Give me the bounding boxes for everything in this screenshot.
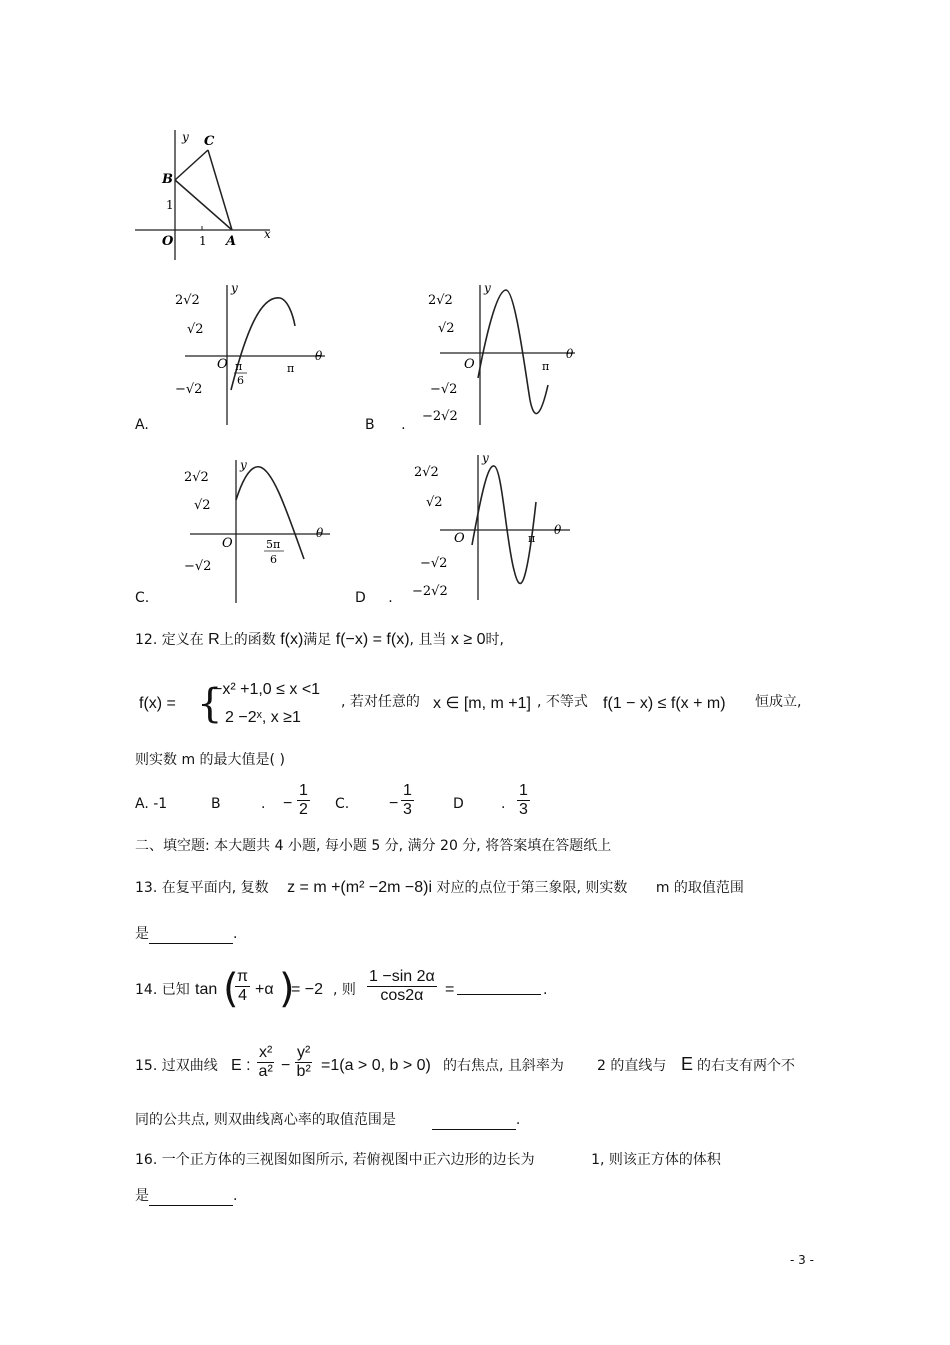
graph-d-yneg: −√2 [420,556,448,571]
graph-d-theta: θ [554,523,562,537]
y-tick-label: 1 [166,198,174,212]
q13-answer-blank[interactable] [149,929,233,944]
q13-line1 [135,878,744,898]
q14-four: 4 [238,987,247,1004]
q12-case2: 2 −2ˣ, x ≥1 [225,709,301,726]
graph-b-origin: O [464,357,475,372]
q12-def-f: f(x) = [139,695,176,712]
point-c-label: C [204,134,215,149]
q12-option-c-fraction [401,782,414,819]
q14-lparen: ( [223,966,239,1012]
graph-a-ymax: 2√2 [175,293,200,308]
option-b-label: B [365,417,375,433]
q14-tan: tan [195,981,218,998]
graph-b-xend: π [542,360,550,373]
graph-c-theta: θ [316,526,324,540]
graph-c-ymax: 2√2 [184,470,209,485]
graph-b-ymid: √2 [438,321,455,336]
q15-minus: − [281,1057,291,1074]
q15-end: . [515,1112,521,1128]
q12-option-d-label: D [453,796,464,812]
graph-c-ymid: √2 [194,498,211,513]
q14-denominator: cos2α [380,987,424,1004]
origin-label: O [162,234,174,249]
q12-text-b: 上的函数 [219,632,276,648]
graph-d-origin: O [454,531,465,546]
q16-line1 [135,1150,721,1170]
point-b-label: B [162,172,173,187]
q12-even-condition: f(−x) = f(x) [335,631,410,648]
option-c-label: C. [135,590,150,606]
section2-heading: 二、填空题: 本大题共 4 小题, 每小题 5 分, 满分 20 分, 将答案填在答题纸上 [135,838,612,854]
q14-answer-blank[interactable] [457,980,541,995]
q14-text-b: , 则 [333,982,356,998]
q12-brace: { [197,681,223,727]
q12-option-b-dot: . [261,796,266,812]
q16-text-a: 16. 一个正方体的三视图如图所示, 若俯视图中正六边形的边长为 [135,1152,535,1168]
q12-line1 [135,630,504,650]
option-b-dot: . [401,417,406,433]
q15-answer-blank[interactable] [432,1115,516,1130]
q14-fraction [367,968,437,1005]
q12-option-b-neg: − [283,795,293,812]
graph-b-yaxis: y [484,281,491,295]
graph-d-yneg2: −2√2 [412,584,448,599]
x-tick-label: 1 [199,234,207,248]
q14-pi-fraction [235,968,250,1005]
q14-eq2: = [445,981,455,998]
y-axis-label: y [182,130,189,144]
q14-eq: = −2 [291,981,324,998]
graph-a-yneg: −√2 [175,382,203,397]
graph-d-ymax: 2√2 [414,465,439,480]
q12-option-a: A. -1 [135,796,168,812]
q12-option-c-label: C. [335,796,350,812]
q12-case1: −x² +1,0 ≤ x <1 [213,681,321,698]
q15-x-fraction [257,1044,274,1081]
q12-inequality: f(1 − x) ≤ f(x + m) [603,695,726,712]
graph-b-yneg: −√2 [430,382,458,397]
q13-text-d: 是 [135,926,149,942]
graph-a-origin: O [217,357,228,372]
q13-complex: z = m +(m² −2m −8)i [287,879,432,896]
graph-c [170,455,340,605]
q12-option-b-num: 1 [299,782,308,799]
graph-a-ymid: √2 [187,322,204,337]
q13-text-a: 13. 在复平面内, 复数 [135,880,269,896]
graph-c-xtick-den: 6 [270,553,277,566]
q12-options [135,782,555,826]
q15-text-a: 15. 过双曲线 [135,1058,218,1074]
q15-y2: y² [297,1044,311,1061]
graph-c-xtick-num: 5π [266,538,281,551]
x-axis-label: x [264,227,271,241]
graph-b-ymax: 2√2 [428,293,453,308]
q12-option-c-neg: − [389,795,399,812]
graph-d-xend: π [528,532,536,545]
graph-c-yneg: −√2 [184,559,212,574]
q13-text-c: m 的取值范围 [655,880,744,896]
q16-answer-blank[interactable] [149,1191,233,1206]
q12-x-condition: x ≥ 0 [450,631,486,648]
q12-mid-c: 恒成立, [755,694,802,710]
q13-line2 [135,924,237,944]
q12-option-c-num: 1 [403,782,412,799]
q12-fx: f(x) [280,631,304,648]
q15-x2: x² [259,1044,273,1061]
q12-option-b-fraction [297,782,310,819]
q14-end: . [543,982,548,998]
q12-interval: x ∈ [m, m +1] [433,695,531,712]
graph-a [165,280,340,430]
q15-b2: b² [296,1063,311,1080]
q14-pi: π [237,968,249,985]
graph-b-yneg2: −2√2 [422,409,458,424]
page-number: - 3 - [790,1253,814,1267]
q14-line [135,966,595,1016]
q12-option-b-den: 2 [299,801,308,818]
graph-d [410,450,580,605]
q16-end: . [233,1188,238,1204]
q14-text-a: 14. 已知 [135,982,190,998]
q12-set-r: R [208,631,220,648]
triangle-figure [130,125,280,265]
q12-option-d-dot: . [501,796,506,812]
q12-option-c-den: 3 [403,801,412,818]
q15-line2 [135,1110,520,1130]
q16-text-b: 1, 则该正方体的体积 [591,1152,721,1168]
q13-text-b: 对应的点位于第三象限, 则实数 [436,880,628,896]
graph-a-xtick-den: 6 [237,374,244,387]
graph-d-yaxis: y [482,451,489,465]
point-a-label: A [226,234,237,249]
q12-option-d-fraction [517,782,530,819]
graph-d-ymid: √2 [426,495,443,510]
q15-condition: =1(a > 0, b > 0) [321,1057,431,1074]
q12-mid-a: , 若对任意的 [341,694,420,710]
q12-text-e: 时, [485,632,504,648]
option-d-dot: . [388,590,393,606]
q15-line1 [135,1040,815,1090]
q15-line2-text: 同的公共点, 则双曲线离心率的取值范围是 [135,1112,396,1128]
q15-e-label: E : [231,1057,251,1074]
graph-c-origin: O [222,536,233,551]
q16-text-d: 是 [135,1188,149,1204]
q14-plus-alpha: +α [255,981,274,998]
graph-c-yaxis: y [240,458,247,472]
graph-a-yaxis: y [231,281,238,295]
option-a-label: A. [135,417,149,433]
q12-text-d: , 且当 [409,632,447,648]
q15-a2: a² [258,1063,273,1080]
q15-y-fraction [295,1044,312,1081]
q12-option-d-num: 1 [519,782,528,799]
q12-option-b-label: B [211,796,221,812]
q12-mid-b: , 不等式 [537,694,588,710]
option-d-label: D [355,590,366,606]
q16-line2 [135,1186,237,1206]
q12-text-a: 12. 定义在 [135,632,204,648]
q15-e: E [681,1054,694,1074]
graph-a-theta: θ [315,349,323,363]
graph-b-theta: θ [566,347,574,361]
q15-text-c: 的右支有两个不 [697,1058,795,1074]
graph-a-xend: π [287,362,295,375]
q15-slope: 2 的直线与 [597,1058,667,1074]
graph-a-xtick-num: π [235,360,243,373]
q13-text-e: . [233,926,238,942]
graph-b [420,280,585,430]
q14-numerator: 1 −sin 2α [369,968,435,985]
q14-rparen: ) [279,966,295,1012]
q12-option-d-den: 3 [519,801,528,818]
q12-line3: 则实数 m 的最大值是( ) [135,752,285,768]
q15-text-b: 的右焦点, 且斜率为 [443,1058,564,1074]
q12-text-c: 满足 [303,632,332,648]
